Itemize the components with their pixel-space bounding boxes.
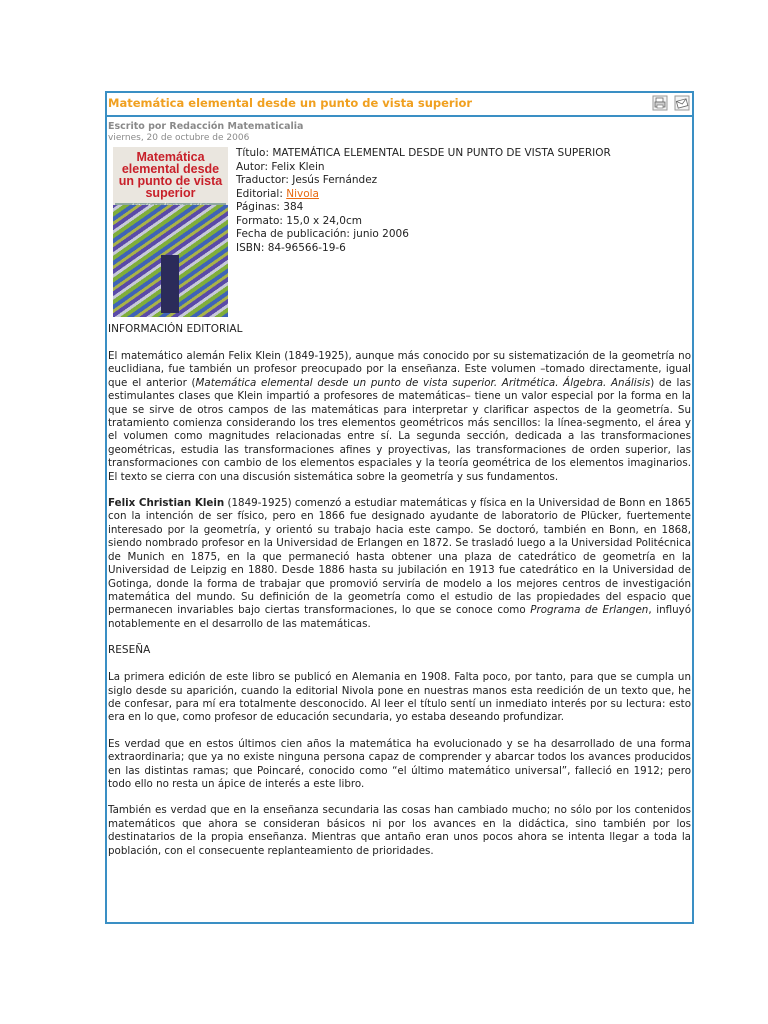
p2-text-b: , influyó notablemente en el desarrollo de las matemáticas. xyxy=(108,604,691,630)
article-box xyxy=(105,91,694,924)
article-content xyxy=(107,117,692,858)
p1-text-b: ) de las estimulantes clases que Klein impartió a profesores de matemáticas– tiene un valor especial por la forma en la que se sirve de otros campos de las matemáticas para interpretar y clarificar aspectos de la geometría. Su tratamiento comienza considerando los tres elementos geométricos más sencillos: la línea-segmento, el área y el volumen como magnitudes relacionadas entre sí. La segunda sección, dedicada a las transformaciones geométricas, estudia las transformaciones afines y proyectivas, las transformaciones de orden superior, las transformaciones con cambio de los elementos espaciales y la teoría geométrica de los elementos imaginarios. El texto se cierra con una discusión sistemática sobre la geometría y sus fundamentos. xyxy=(108,376,691,483)
print-icon[interactable] xyxy=(652,95,668,111)
book-publisher xyxy=(236,188,611,202)
cover-spine-graphic xyxy=(161,255,179,313)
p1-text-a: El matemático alemán Felix Klein (1849-1925), aunque más conocido por su sistematización de la geometría no euclidiana, fue también un profesor preocupado por la enseñanza. Este volumen –tomado directamente, igual que el anterior ( xyxy=(108,350,691,389)
book-date: Fecha de publicación: junio 2006 xyxy=(236,228,409,240)
date-line: viernes, 20 de octubre de 2006 xyxy=(108,133,250,143)
editorial-info-heading: INFORMACIÓN EDITORIAL xyxy=(108,323,243,335)
email-icon[interactable] xyxy=(674,95,690,111)
publisher-link[interactable]: Nivola xyxy=(286,187,319,200)
book-cover-image xyxy=(113,147,228,317)
review-heading: RESEÑA xyxy=(108,644,151,657)
p2-emphasis: Programa de Erlangen xyxy=(530,604,649,617)
publisher-label: Editorial: xyxy=(236,187,287,200)
paragraph-review-2: Es verdad que en estos últimos cien años la matemática ha evolucionado y se ha desarrollado de una forma extraordinaria; que ya no existe ninguna persona capaz de comprender y abarcar todos los avances producidos en las distintas ramas; que Poincaré, conocido como “el último matemático universal”, falleció en 1912; pero todo ello no resta un ápice de interés a este libro. xyxy=(108,737,691,790)
article-title-bar xyxy=(107,93,692,117)
book-row xyxy=(108,147,691,323)
book-title: Título: MATEMÁTICA ELEMENTAL DESDE UN PUNTO DE VISTA SUPERIOR xyxy=(236,147,611,159)
book-isbn: ISBN: 84-96566-19-6 xyxy=(236,241,346,254)
author-line: Escrito por Redacción Matematicalia xyxy=(108,121,304,132)
book-author: Autor: Felix Klein xyxy=(236,160,325,173)
paragraph-author-bio xyxy=(108,497,691,631)
p2-text-a: (1849-1925) comenzó a estudiar matemáticas y física en la Universidad de Bonn en 1865 con la intención de ser físico, pero en 1866 fue designado ayudante de laboratorio de Plücker, fuertemente interesado por la geometría, y orientó su trabajo hacia este campo. Se doctoró, también en Bonn, en 1868, siendo nombrado profesor en la Universidad de Erlangen en 1872. Se trasladó luego a la Universidad Politécnica de Munich en 1875, en la que permaneció hasta obtener una plaza de catedrático de geometría en la Universidad de Leipzig en 1880. Desde 1886 hasta su jubilación en 1913 fue catedrático en la Universidad de Gotinga, donde la forma de trabajar que promovió serviría de modelo a los mejores centros de investigación matemática del mundo. Su definición de la geometría como el estudio de las propiedades del espacio que permanecen invariables bajo ciertas transformaciones, lo que se conoce como xyxy=(108,497,691,617)
paragraph-review-3: También es verdad que en la enseñanza secundaria las cosas han cambiado mucho; no sólo por los contenidos matemáticos que ahora se consideran básicos ni por los avances en la didáctica, sino también por los destinatarios de la propia enseñanza. Mientras que antaño eran unos pocos ahora se intenta llegar a toda la población, con el consecuente replanteamiento de prioridades. xyxy=(108,804,691,857)
paragraph-editorial-info xyxy=(108,350,691,484)
book-details xyxy=(236,147,611,255)
book-translator: Traductor: Jesús Fernández xyxy=(236,174,378,186)
article-icons xyxy=(652,95,690,111)
paragraph-review-1: La primera edición de este libro se publicó en Alemania en 1908. Falta poco, por tanto, para que se cumpla un siglo desde su aparición, cuando la editorial Nivola pone en nuestras manos esta reedición de un texto que, he de confesar, para mí era totalmente desconocido. Al leer el título sentí un inmediato interés por su lectura: esto era en lo que, como profesor de educación secundaria, yo estaba deseando profundizar. xyxy=(108,671,691,724)
p1-emphasis: Matemática elemental desde un punto de vista superior. Aritmética. Álgebra. Análisis xyxy=(195,376,651,389)
book-pages: Páginas: 384 xyxy=(236,201,304,213)
cover-title: Matemática elemental desde un punto de vista superior xyxy=(118,150,223,200)
book-format: Formato: 15,0 x 24,0cm xyxy=(236,214,362,227)
p2-author-name: Felix Christian Klein xyxy=(108,497,225,510)
article-title[interactable]: Matemática elemental desde un punto de vista superior xyxy=(108,96,473,110)
